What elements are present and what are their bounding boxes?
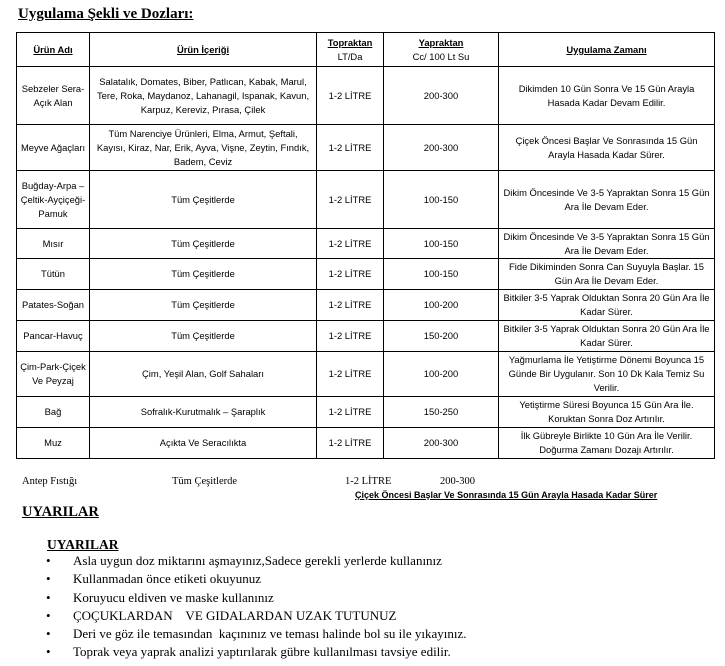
row-soil: 1-2 LİTRE: [317, 171, 384, 229]
row-product: Pancar-Havuç: [17, 321, 90, 352]
table-row: [17, 352, 715, 397]
row-soil: 1-2 LİTRE: [317, 321, 384, 352]
row-product: Mısır: [17, 229, 90, 259]
row-content: Tüm Narenciye Ürünleri, Elma, Armut, Şeftali, Kayısı, Kiraz, Nar, Erik, Ayva, Vişne, Zeytin, Fındık, Badem, Ceviz: [90, 125, 317, 171]
header-soil: Topraktan LT/Da: [317, 33, 384, 67]
warning-item: • Kullanmadan önce etiketi okuyunuz: [46, 570, 467, 588]
table-row: [17, 290, 715, 321]
row-time: Bitkiler 3-5 Yaprak Olduktan Sonra 20 Gün Ara İle Kadar Sürer.: [499, 290, 715, 321]
row-time: Çiçek Öncesi Başlar Ve Sonrasında 15 Gün Arayla Hasada Kadar Sürer.: [499, 125, 715, 171]
row-product: Buğday-Arpa – Çeltik-Ayçiçeği-Pamuk: [17, 171, 90, 229]
table-row: [17, 125, 715, 171]
row-content: Salatalık, Domates, Biber, Patlıcan, Kabak, Marul, Tere, Roka, Maydanoz, Lahanagil, Ispanak, Kavun, Karpuz, Kereviz, Pırasa, Çilek: [90, 67, 317, 125]
table-row: [17, 397, 715, 428]
warning-item: • Asla uygun doz miktarını aşmayınız,Sadece gerekli yerlerde kullanınız: [46, 552, 467, 570]
row-time: Bitkiler 3-5 Yaprak Olduktan Sonra 20 Gün Ara İle Kadar Sürer.: [499, 321, 715, 352]
row-content: Tüm Çeşitlerde: [90, 259, 317, 290]
antep-time: Çiçek Öncesi Başlar Ve Sonrasında 15 Gün Arayla Hasada Kadar Sürer: [355, 490, 658, 500]
table-row: [17, 229, 715, 259]
header-content: Ürün İçeriği: [90, 33, 317, 67]
row-product: Muz: [17, 428, 90, 459]
row-product: Meyve Ağaçları: [17, 125, 90, 171]
row-product: Sebzeler Sera-Açık Alan: [17, 67, 90, 125]
warnings-subtitle: UYARILAR: [47, 537, 119, 552]
row-leaf: 100-200: [384, 352, 499, 397]
bullet-icon: •: [46, 626, 51, 642]
row-leaf: 200-300: [384, 428, 499, 459]
header-time: Uygulama Zamanı: [499, 33, 715, 67]
table-row: [17, 171, 715, 229]
row-content: Sofralık-Kurutmalık – Şaraplık: [90, 397, 317, 428]
row-soil: 1-2 LİTRE: [317, 229, 384, 259]
row-time: Dikim Öncesinde Ve 3-5 Yapraktan Sonra 15 Gün Ara İle Devam Eder.: [499, 171, 715, 229]
antep-soil: 1-2 LİTRE: [345, 476, 392, 487]
application-table: [16, 32, 715, 459]
header-leaf: Yapraktan Cc/ 100 Lt Su: [384, 33, 499, 67]
table-row: [17, 67, 715, 125]
table-row: [17, 428, 715, 459]
header-product: Ürün Adı: [17, 33, 90, 67]
bullet-icon: •: [46, 589, 51, 605]
row-time: Yetiştirme Süresi Boyunca 15 Gün Ara İle. Koruktan Sonra Doz Artırılır.: [499, 397, 715, 428]
row-leaf: 200-300: [384, 125, 499, 171]
row-soil: 1-2 LİTRE: [317, 125, 384, 171]
row-time: Dikimden 10 Gün Sonra Ve 15 Gün Arayla Hasada Kadar Devam Edilir.: [499, 67, 715, 125]
row-product: Patates-Soğan: [17, 290, 90, 321]
row-leaf: 100-150: [384, 259, 499, 290]
table-row: [17, 259, 715, 290]
row-soil: 1-2 LİTRE: [317, 259, 384, 290]
warnings-title: UYARILAR: [22, 504, 99, 520]
antep-row: [0, 476, 725, 490]
row-leaf: 100-150: [384, 229, 499, 259]
antep-product: Antep Fıstığı: [22, 476, 78, 487]
row-leaf: 150-200: [384, 321, 499, 352]
bullet-icon: •: [46, 607, 51, 623]
row-content: Tüm Çeşitlerde: [90, 229, 317, 259]
row-soil: 1-2 LİTRE: [317, 428, 384, 459]
warnings-list: [46, 552, 467, 662]
row-time: Yağmurlama İle Yetiştirme Dönemi Boyunca 15 Günde Bir Uygulanır. Son 10 Dk Kala Temiz Su Verilir.: [499, 352, 715, 397]
bullet-icon: •: [46, 571, 51, 587]
row-product: Bağ: [17, 397, 90, 428]
row-soil: 1-2 LİTRE: [317, 290, 384, 321]
row-content: Çim, Yeşil Alan, Golf Sahaları: [90, 352, 317, 397]
row-leaf: 150-250: [384, 397, 499, 428]
row-leaf: 100-200: [384, 290, 499, 321]
bullet-icon: •: [46, 644, 51, 660]
warning-item: • Toprak veya yaprak analizi yaptırılarak gübre kullanılması tavsiye edilir.: [46, 643, 467, 661]
row-soil: 1-2 LİTRE: [317, 67, 384, 125]
table-header-row: [17, 33, 715, 67]
row-product: Tütün: [17, 259, 90, 290]
page-heading: Uygulama Şekli ve Dozları:: [18, 6, 194, 22]
row-soil: 1-2 LİTRE: [317, 397, 384, 428]
antep-leaf: 200-300: [440, 476, 475, 487]
antep-content: Tüm Çeşitlerde: [172, 476, 238, 487]
row-time: Dikim Öncesinde Ve 3-5 Yapraktan Sonra 15 Gün Ara İle Devam Eder.: [499, 229, 715, 259]
row-content: Tüm Çeşitlerde: [90, 321, 317, 352]
warning-item: • Koruyucu eldiven ve maske kullanınız: [46, 589, 467, 607]
row-time: İlk Gübreyle Birlikte 10 Gün Ara İle Verilir. Doğurma Zamanı Dozajı Artırılır.: [499, 428, 715, 459]
row-content: Tüm Çeşitlerde: [90, 171, 317, 229]
row-time: Fide Dikiminden Sonra Can Suyuyla Başlar. 15 Gün Ara İle Devam Eder.: [499, 259, 715, 290]
row-content: Açıkta Ve Seracılıkta: [90, 428, 317, 459]
row-soil: 1-2 LİTRE: [317, 352, 384, 397]
row-leaf: 100-150: [384, 171, 499, 229]
row-product: Çim-Park-Çiçek Ve Peyzaj: [17, 352, 90, 397]
row-content: Tüm Çeşitlerde: [90, 290, 317, 321]
warning-item: • ÇOÇUKLARDAN VE GIDALARDAN UZAK TUTUNUZ: [46, 607, 467, 625]
warning-item: • Deri ve göz ile temasından kaçınınız ve teması halinde bol su ile yıkayınız.: [46, 625, 467, 643]
table-row: [17, 321, 715, 352]
bullet-icon: •: [46, 553, 51, 568]
row-leaf: 200-300: [384, 67, 499, 125]
